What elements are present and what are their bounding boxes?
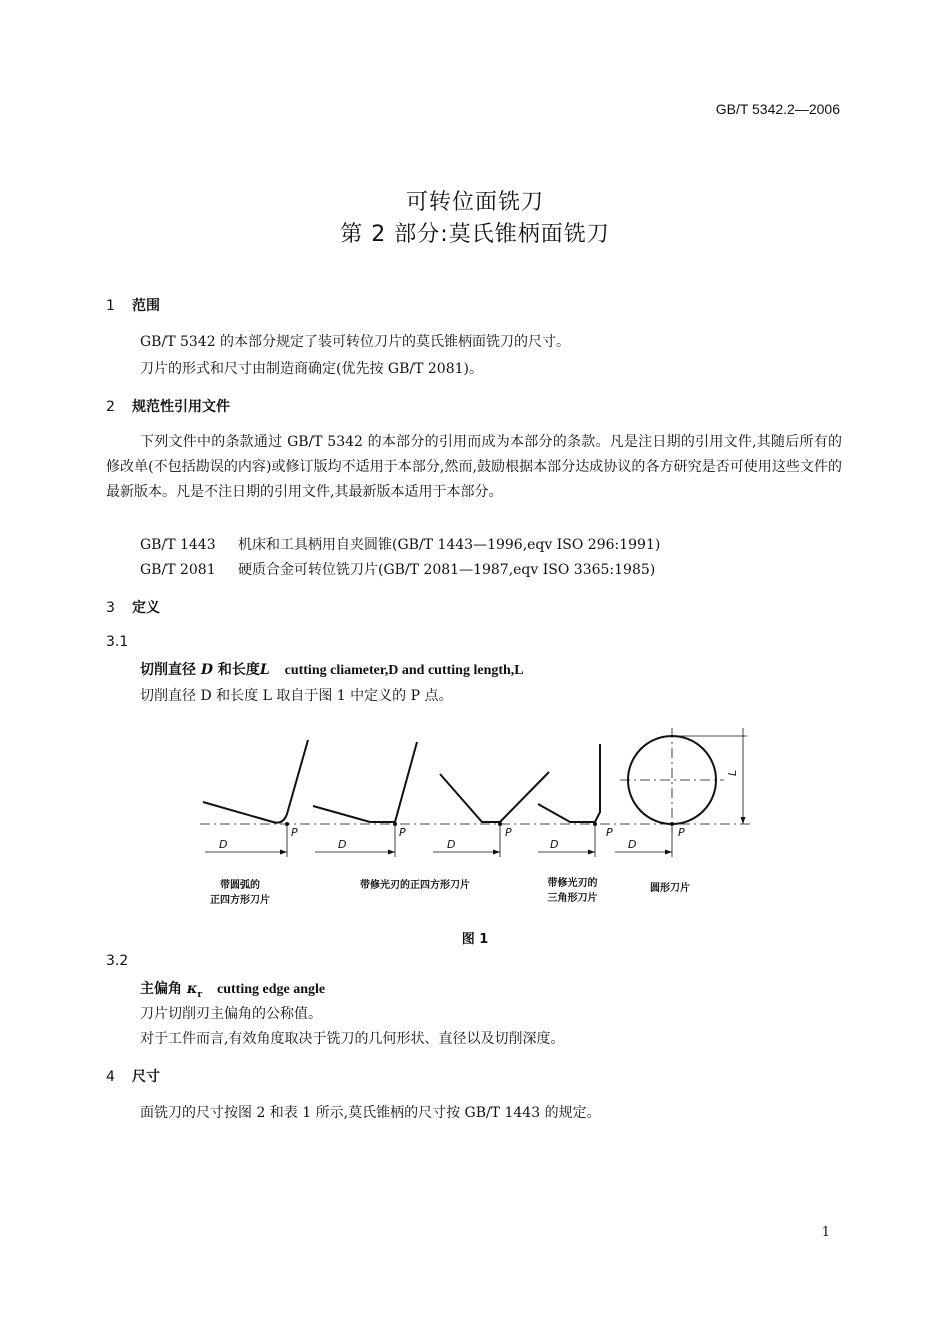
symbol-kappa: κ: [186, 981, 198, 997]
symbol-subscript: r: [197, 989, 203, 1000]
scope-paragraph-2: 刀片的形式和尺寸由制造商确定(优先按 GB/T 2081)。: [140, 361, 483, 377]
symbol-l: L: [259, 662, 270, 678]
figure-caption: 图 1: [461, 932, 489, 947]
reference-item: [140, 559, 655, 579]
label-d: D: [447, 838, 456, 851]
round-insert-shape: [620, 728, 724, 832]
section-number: 3: [106, 600, 115, 616]
label-p: P: [678, 826, 685, 839]
definition-term: [140, 978, 325, 1000]
reference-code: GB/T 2081: [140, 562, 216, 578]
wiper-square-insert-shape: [313, 742, 417, 822]
section-number: 1: [106, 298, 115, 314]
figure-label-wiper-triangle: [525, 874, 620, 904]
reference-title: 机床和工具柄用自夹圆锥(GB/T 1443—1996,eqv ISO 296:1991): [238, 537, 661, 553]
definition-number: 3.2: [106, 953, 129, 969]
figure-label-round-insert: 圆形刀片: [650, 883, 690, 894]
figure-label-round-arc: [190, 876, 290, 906]
term-cn: 和长度: [217, 662, 260, 678]
label-d: D: [338, 838, 347, 851]
section-title: 定义: [132, 600, 160, 616]
term-cn: 切削直径: [140, 662, 196, 678]
label-p: P: [606, 826, 613, 839]
definition-number: 3.1: [106, 634, 129, 650]
reference-code: GB/T 1443: [140, 537, 216, 553]
section-3-heading: [106, 597, 160, 617]
term-en: cutting cliameter,D and cutting length,L: [284, 663, 524, 678]
reference-title: 硬质合金可转位铣刀片(GB/T 2081—1987,eqv ISO 3365:1985): [238, 562, 656, 578]
section-title: 规范性引用文件: [132, 399, 230, 415]
section-4-heading: [106, 1066, 160, 1086]
page-number: 1: [821, 1225, 830, 1240]
label-line: 三角形刀片: [547, 893, 598, 904]
definition-text: 切削直径 D 和长度 L 取自于图 1 中定义的 P 点。: [140, 688, 453, 704]
standard-number: GB/T 5342.2—2006: [715, 101, 840, 117]
section-title: 范围: [132, 298, 160, 314]
section-number: 4: [106, 1069, 115, 1085]
label-p: P: [291, 826, 298, 839]
definition-note: 对于工件而言,有效角度取决于铣刀的几何形状、直径以及切削深度。: [140, 1031, 565, 1047]
section-2-heading: [106, 396, 230, 416]
section-number: 2: [106, 399, 115, 415]
page-title: 可转位面铣刀: [405, 190, 544, 215]
page-subtitle: 第 2 部分:莫氏锥柄面铣刀: [340, 222, 610, 247]
label-p: P: [399, 826, 406, 839]
section-title: 尺寸: [132, 1069, 160, 1085]
label-d: D: [628, 838, 637, 851]
symbol-d: D: [200, 662, 214, 678]
label-p: P: [505, 826, 512, 839]
label-line: 带圆弧的: [220, 880, 260, 891]
label-line: 带修光刃的: [547, 878, 598, 889]
label-line: 正四方形刀片: [210, 895, 270, 906]
term-cn: 主偏角: [140, 981, 182, 997]
section-1-heading: [106, 295, 160, 315]
label-d: D: [219, 838, 228, 851]
references-paragraph: 下列文件中的条款通过 GB/T 5342 的本部分的引用而成为本部分的条款。凡是注日期的引用文件,其随后所有的修改单(不包括勘误的内容)或修订版均不适用于本部分,然而,鼓励根据本部分达成协议的各方研究是否可使用这些文件的最新版本。凡是不注日期的引用文件,其最新版本适用于本部分。: [106, 434, 842, 500]
definition-term: [140, 659, 524, 679]
label-d: D: [550, 838, 559, 851]
dimensions-paragraph: 面铣刀的尺寸按图 2 和表 1 所示,莫氏锥柄的尺寸按 GB/T 1443 的规定。: [140, 1105, 601, 1121]
wiper-triangle-insert-shape: [538, 744, 600, 822]
definition-text: 刀片切削刃主偏角的公称值。: [140, 1006, 322, 1022]
reference-item: [140, 534, 660, 554]
scope-paragraph-1: GB/T 5342 的本部分规定了装可转位刀片的莫氏锥柄面铣刀的尺寸。: [140, 334, 571, 350]
figure-label-wiper-square: 带修光刃的正四方形刀片: [360, 880, 470, 891]
label-l: L: [726, 769, 739, 776]
round-arc-insert-shape: [203, 740, 308, 823]
triangle-insert-shape: [440, 772, 549, 822]
term-en: cutting edge angle: [217, 982, 326, 997]
